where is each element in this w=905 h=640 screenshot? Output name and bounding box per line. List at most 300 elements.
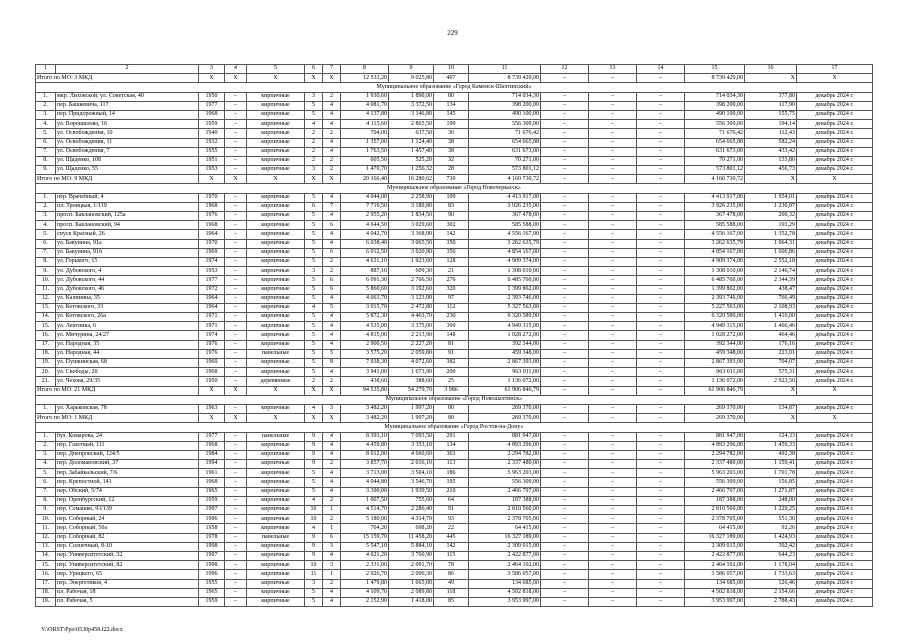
table-cell: 1964	[199, 230, 225, 239]
table-cell: декабрь 2024 г.	[797, 478, 873, 487]
total-cell: 61 906 846,79	[685, 386, 745, 395]
table-cell: 1	[323, 524, 341, 533]
table-cell: 210	[434, 487, 469, 496]
table-cell: 1968	[199, 478, 225, 487]
table-cell: 2 926,70	[341, 570, 389, 579]
table-cell: декабрь 2024 г.	[797, 597, 873, 606]
table-cell: –	[637, 340, 685, 349]
table-cell: –	[225, 313, 247, 322]
table-cell: 4 115,60	[341, 120, 389, 129]
table-cell: 1 930,60	[341, 92, 389, 101]
table-cell: кирпичные	[247, 579, 305, 588]
table-cell: 11.	[36, 285, 56, 294]
table-cell: 2	[323, 257, 341, 266]
total-label: Итого по МО: 21 МКД	[36, 386, 199, 395]
table-cell: 115	[434, 551, 469, 560]
table-cell: 1971	[199, 322, 225, 331]
address-cell: пер. Забайкальский, 7/6	[56, 469, 199, 478]
table-cell: 1 923,60	[389, 257, 434, 266]
table-cell: 459 348,00	[685, 349, 745, 358]
table-cell: 367 478,00	[685, 212, 745, 221]
table-cell: декабрь 2024 г.	[797, 340, 873, 349]
total-cell: X	[797, 74, 873, 83]
table-cell: декабрь 2024 г.	[797, 267, 873, 276]
table-cell: 1 230,87	[745, 202, 797, 211]
table-row	[36, 322, 873, 331]
table-cell: 881 947,00	[685, 432, 745, 441]
table-cell: 17.	[36, 579, 56, 588]
table-cell: 4 044,80	[341, 478, 389, 487]
table-cell: –	[589, 193, 637, 202]
address-cell: ул. Калинина, 35	[56, 294, 199, 303]
table-cell: –	[637, 110, 685, 119]
table-cell: 3.	[36, 212, 56, 221]
table-cell: декабрь 2024 г.	[797, 193, 873, 202]
table-cell: кирпичные	[247, 248, 305, 257]
table-row	[36, 221, 873, 230]
table-cell: 16 327 189,00	[685, 533, 745, 542]
table-cell: –	[637, 487, 685, 496]
table-cell: 4 909 374,00	[685, 257, 745, 266]
table-cell: –	[589, 331, 637, 340]
table-cell: 1 399 862,00	[685, 285, 745, 294]
total-cell: –	[541, 175, 589, 184]
table-cell: –	[541, 533, 589, 542]
table-cell: 9.	[36, 267, 56, 276]
table-cell: 3 262 635,79	[685, 239, 745, 248]
table-cell: 11	[305, 570, 323, 579]
table-cell: –	[225, 579, 247, 588]
table-cell: 1 271,87	[745, 487, 797, 496]
table-cell: 5	[305, 212, 323, 221]
table-cell: 5	[323, 349, 341, 358]
table-cell: –	[637, 257, 685, 266]
table-cell: 3 368,00	[389, 230, 434, 239]
table-row	[36, 276, 873, 285]
total-cell: 730	[434, 175, 469, 184]
table-cell: 1968	[199, 441, 225, 450]
table-cell: 1 890,00	[389, 92, 434, 101]
table-cell: 1 418,00	[389, 597, 434, 606]
table-cell: –	[225, 212, 247, 221]
table-cell: 585 588,00	[469, 221, 541, 230]
table-cell: 269 370,00	[685, 404, 745, 413]
table-cell: 5	[305, 276, 323, 285]
table-cell: 5	[305, 359, 323, 368]
table-cell: 20.	[36, 368, 56, 377]
municipality-title: Муниципальное образование «Город Каменск-Шахтинский»	[36, 83, 873, 92]
table-cell: –	[225, 257, 247, 266]
table-cell: 3 390,00	[341, 487, 389, 496]
table-cell: –	[541, 294, 589, 303]
table-cell: 1963	[199, 404, 225, 413]
table-cell: –	[589, 340, 637, 349]
table-cell: 2 378 705,00	[685, 515, 745, 524]
table-cell: –	[225, 248, 247, 257]
table-cell: 92,26	[745, 524, 797, 533]
table-cell: 377,80	[745, 92, 797, 101]
table-cell: декабрь 2024 г.	[797, 533, 873, 542]
address-cell: пер. Солнечный, 8-10	[56, 542, 199, 551]
table-cell: –	[541, 524, 589, 533]
table-cell: –	[589, 257, 637, 266]
table-cell: 6 012,50	[341, 248, 389, 257]
table-cell: декабрь 2024 г.	[797, 303, 873, 312]
table-row	[36, 349, 873, 358]
total-cell: X	[745, 414, 797, 423]
table-cell: декабрь 2024 г.	[797, 248, 873, 257]
table-cell: кирпичные	[247, 469, 305, 478]
address-cell: бул. Комарова, 24	[56, 432, 199, 441]
table-cell: –	[589, 322, 637, 331]
table-cell: 3 192,60	[389, 285, 434, 294]
table-cell: –	[589, 230, 637, 239]
total-cell: –	[541, 74, 589, 83]
table-cell: 5	[323, 303, 341, 312]
table-cell: декабрь 2024 г.	[797, 579, 873, 588]
table-cell: 276	[434, 276, 469, 285]
column-number: 10	[434, 65, 469, 74]
table-cell: панельные	[247, 349, 305, 358]
table-cell: 1	[323, 506, 341, 515]
table-cell: –	[541, 359, 589, 368]
table-cell: 6 485 760,00	[469, 276, 541, 285]
table-cell: 126,46	[745, 579, 797, 588]
table-cell: кирпичные	[247, 257, 305, 266]
table-cell: 10	[305, 561, 323, 570]
table-cell: –	[225, 487, 247, 496]
table-cell: 2 089,80	[389, 588, 434, 597]
table-cell: 71 676,42	[469, 129, 541, 138]
table-cell: кирпичные	[247, 496, 305, 505]
total-cell: –	[589, 414, 637, 423]
table-cell: кирпичные	[247, 92, 305, 101]
table-cell: 605,50	[341, 156, 389, 165]
table-cell: –	[541, 92, 589, 101]
table-cell: 1968	[199, 368, 225, 377]
municipality-heading-row	[36, 423, 873, 432]
table-cell: 4	[323, 101, 341, 110]
table-cell: –	[589, 496, 637, 505]
table-cell: –	[637, 267, 685, 276]
table-cell: –	[637, 92, 685, 101]
table-cell: –	[541, 322, 589, 331]
table-cell: –	[589, 221, 637, 230]
table-cell: декабрь 2024 г.	[797, 588, 873, 597]
total-cell: X	[199, 175, 225, 184]
table-cell: кирпичные	[247, 450, 305, 459]
table-cell: декабрь 2024 г.	[797, 524, 873, 533]
table-cell: 9.	[36, 166, 56, 175]
address-cell: пер. Университетский, 82	[56, 561, 199, 570]
table-cell: 3	[305, 166, 323, 175]
table-cell: 4	[323, 239, 341, 248]
table-row	[36, 542, 873, 551]
table-cell: 85	[434, 597, 469, 606]
table-cell: –	[541, 202, 589, 211]
table-cell: 4 081,70	[341, 101, 389, 110]
total-cell: 3 986	[434, 386, 469, 395]
table-cell: 1976	[199, 340, 225, 349]
table-cell: 4 502 818,00	[685, 588, 745, 597]
total-cell: 80	[434, 414, 469, 423]
table-cell: 714 034,30	[685, 92, 745, 101]
column-number: 13	[589, 65, 637, 74]
table-cell: 3 146,80	[389, 110, 434, 119]
address-cell: ул. Свободы, 20	[56, 368, 199, 377]
table-cell: –	[589, 147, 637, 156]
table-cell: кирпичные	[247, 166, 305, 175]
table-cell: 525,20	[389, 156, 434, 165]
table-cell: –	[541, 147, 589, 156]
table-cell: –	[541, 570, 589, 579]
table-cell: –	[637, 138, 685, 147]
table-cell: 4 314,70	[389, 515, 434, 524]
total-cell: –	[589, 386, 637, 395]
total-row	[36, 175, 873, 184]
table-cell: 21.	[36, 377, 56, 386]
table-cell: 134	[434, 101, 469, 110]
table-cell: –	[541, 487, 589, 496]
table-cell: 6.	[36, 138, 56, 147]
table-cell: –	[637, 524, 685, 533]
table-cell: декабрь 2024 г.	[797, 101, 873, 110]
table-cell: 1 424,93	[745, 533, 797, 542]
table-cell: 2 258,90	[389, 193, 434, 202]
table-cell: кирпичные	[247, 212, 305, 221]
table-cell: –	[541, 579, 589, 588]
table-row	[36, 487, 873, 496]
address-cell: пер. Семашко, 93/139	[56, 506, 199, 515]
total-cell: X	[305, 414, 323, 423]
table-cell: кирпичные	[247, 515, 305, 524]
table-cell: 4	[305, 120, 323, 129]
table-cell: 38	[434, 138, 469, 147]
table-cell: 4	[323, 322, 341, 331]
table-cell: 8	[323, 359, 341, 368]
table-cell: 1 939,50	[389, 487, 434, 496]
table-cell: 1 229,25	[745, 506, 797, 515]
table-cell: –	[589, 166, 637, 175]
total-cell: 9 025,80	[389, 74, 434, 83]
table-cell: –	[589, 551, 637, 560]
table-cell: –	[225, 570, 247, 579]
table-cell: 4	[305, 496, 323, 505]
table-cell: 1 007,50	[341, 496, 389, 505]
address-cell: пер. Днепровский, 124/5	[56, 450, 199, 459]
table-cell: 200,32	[745, 212, 797, 221]
table-cell: –	[589, 579, 637, 588]
table-cell: 3 586 057,00	[469, 570, 541, 579]
table-cell: деревянные	[247, 377, 305, 386]
table-cell: –	[637, 542, 685, 551]
table-cell: кирпичные	[247, 570, 305, 579]
table-cell: 25	[434, 377, 469, 386]
table-cell: 2.	[36, 441, 56, 450]
table-cell: –	[541, 597, 589, 606]
total-cell: –	[589, 175, 637, 184]
table-cell: 4 042,70	[341, 230, 389, 239]
table-cell: 3 941,00	[341, 368, 389, 377]
total-cell: 4 160 730,72	[685, 175, 745, 184]
total-cell: X	[225, 74, 247, 83]
table-cell: 4 137,80	[341, 110, 389, 119]
table-cell: декабрь 2024 г.	[797, 561, 873, 570]
table-cell: 5	[305, 285, 323, 294]
total-cell: 16 280,62	[389, 175, 434, 184]
table-cell: 15.	[36, 322, 56, 331]
total-cell: X	[745, 74, 797, 83]
table-cell: –	[589, 515, 637, 524]
table-row	[36, 248, 873, 257]
address-cell: ул. Пушкинская, 68	[56, 359, 199, 368]
table-cell: 1976	[199, 349, 225, 358]
table-cell: декабрь 2024 г.	[797, 120, 873, 129]
table-cell: 363	[434, 450, 469, 459]
table-cell: –	[637, 588, 685, 597]
table-cell: кирпичные	[247, 542, 305, 551]
total-cell: X	[323, 175, 341, 184]
table-cell: 1 136 072,00	[685, 377, 745, 386]
table-cell: кирпичные	[247, 359, 305, 368]
table-cell: 1997	[199, 506, 225, 515]
table-cell: 704,07	[745, 359, 797, 368]
total-cell: X	[305, 74, 323, 83]
table-cell: 5	[305, 110, 323, 119]
table-row	[36, 156, 873, 165]
table-cell: –	[637, 212, 685, 221]
total-cell: 54 279,70	[389, 386, 434, 395]
address-cell: ул. Народная, 44	[56, 349, 199, 358]
table-cell: 4 949 315,00	[469, 322, 541, 331]
table-cell: –	[589, 138, 637, 147]
table-cell: –	[589, 303, 637, 312]
table-cell: 4 502 818,00	[469, 588, 541, 597]
table-cell: –	[541, 267, 589, 276]
table-cell: 4 631,10	[341, 257, 389, 266]
table-cell: 551,30	[745, 515, 797, 524]
table-cell: –	[225, 230, 247, 239]
table-row	[36, 478, 873, 487]
total-cell: –	[637, 175, 685, 184]
table-cell: 367 478,00	[469, 212, 541, 221]
table-cell: –	[589, 129, 637, 138]
table-cell: –	[589, 294, 637, 303]
table-cell: 7	[323, 202, 341, 211]
table-cell: –	[637, 515, 685, 524]
table-cell: 148	[434, 331, 469, 340]
table-cell: 1998	[199, 561, 225, 570]
table-cell: –	[225, 110, 247, 119]
table-cell: 3 546,70	[389, 478, 434, 487]
table-cell: 16	[305, 506, 323, 515]
table-cell: декабрь 2024 г.	[797, 450, 873, 459]
table-cell: –	[637, 322, 685, 331]
table-row	[36, 101, 873, 110]
table-cell: 117,90	[745, 101, 797, 110]
table-cell: –	[637, 294, 685, 303]
table-cell: кирпичные	[247, 487, 305, 496]
table-cell: 5	[305, 368, 323, 377]
total-cell: X	[199, 414, 225, 423]
address-cell: пер. Энергетиков, 4	[56, 579, 199, 588]
table-cell: 1.	[36, 432, 56, 441]
table-cell: 5	[305, 478, 323, 487]
table-cell: 9.	[36, 506, 56, 515]
table-cell: 86	[434, 570, 469, 579]
table-cell: 2	[323, 129, 341, 138]
table-cell: 80	[434, 92, 469, 101]
total-cell: X	[225, 386, 247, 395]
table-cell: 2 337 480,00	[469, 460, 541, 469]
municipality-heading-row	[36, 184, 873, 193]
table-cell: декабрь 2024 г.	[797, 221, 873, 230]
table-row	[36, 138, 873, 147]
table-cell: 963 011,00	[685, 368, 745, 377]
table-cell: 6	[323, 248, 341, 257]
table-cell: 5 963 203,00	[469, 469, 541, 478]
table-cell: 2 464 102,00	[685, 561, 745, 570]
table-cell: 230	[434, 313, 469, 322]
table-row	[36, 230, 873, 239]
table-cell: 5	[305, 230, 323, 239]
table-cell: 1.	[36, 193, 56, 202]
table-cell: кирпичные	[247, 193, 305, 202]
table-cell: 2	[323, 267, 341, 276]
table-cell: декабрь 2024 г.	[797, 276, 873, 285]
table-row	[36, 524, 873, 533]
table-cell: 2 472,80	[389, 303, 434, 312]
table-cell: кирпичные	[247, 129, 305, 138]
table-cell: 1932	[199, 138, 225, 147]
table-cell: декабрь 2024 г.	[797, 331, 873, 340]
table-cell: –	[637, 570, 685, 579]
table-cell: –	[541, 156, 589, 165]
address-cell: ул. Горького, 15	[56, 257, 199, 266]
table-cell: 11.	[36, 524, 56, 533]
table-cell: 1969	[199, 248, 225, 257]
table-cell: –	[589, 313, 637, 322]
column-number: 7	[323, 65, 341, 74]
table-cell: –	[541, 588, 589, 597]
table-cell: 9	[305, 450, 323, 459]
table-row	[36, 166, 873, 175]
table-cell: 32	[434, 156, 469, 165]
table-row	[36, 469, 873, 478]
table-cell: кирпичные	[247, 460, 305, 469]
total-cell: X	[797, 386, 873, 395]
table-cell: 9	[305, 432, 323, 441]
table-cell: 3 926 235,00	[685, 202, 745, 211]
table-cell: –	[541, 450, 589, 459]
table-cell: кирпичные	[247, 202, 305, 211]
table-cell: декабрь 2024 г.	[797, 138, 873, 147]
table-cell: 128	[434, 257, 469, 266]
table-cell: 4	[323, 588, 341, 597]
table-cell: 2	[323, 377, 341, 386]
table-cell: 142	[434, 230, 469, 239]
table-row	[36, 450, 873, 459]
table-cell: 4 909 374,00	[469, 257, 541, 266]
table-row	[36, 441, 873, 450]
table-cell: 93	[434, 515, 469, 524]
table-cell: 755,60	[389, 496, 434, 505]
table-cell: 4 044,00	[341, 193, 389, 202]
table-cell: 3 857,70	[341, 460, 389, 469]
table-cell: –	[637, 533, 685, 542]
table-cell: 1 954,01	[745, 193, 797, 202]
table-cell: 5	[305, 349, 323, 358]
